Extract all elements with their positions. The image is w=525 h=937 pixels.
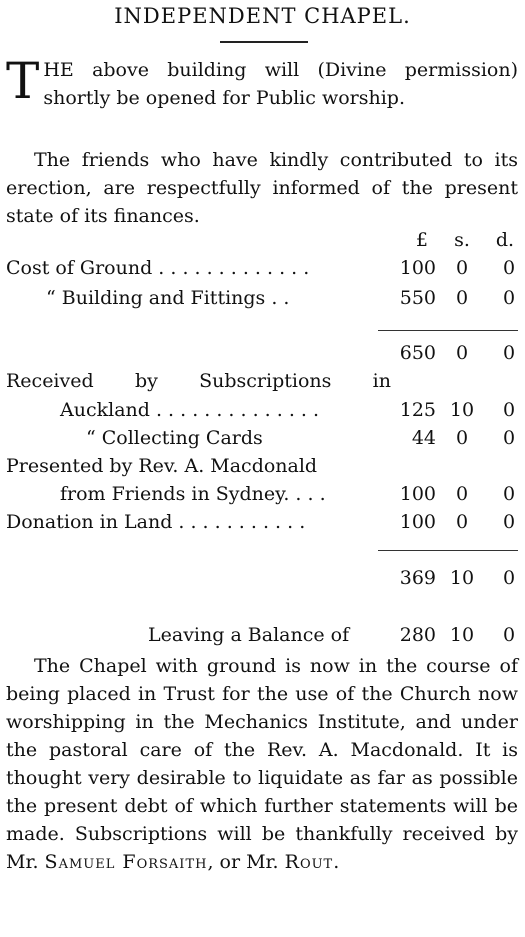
row-pence: 0	[502, 567, 516, 589]
ledger-row	[0, 257, 525, 285]
shillings-header: s.	[454, 229, 470, 251]
row-pence: 0	[502, 342, 516, 364]
row-pounds: 100	[399, 511, 436, 533]
closing-text: The Chapel with ground is now in the course of being placed in Trust for the use of the Church now worshipping in the Mechanics Institute, and under the pastoral care of the Rev. A. Macdonald. It is thought very desirable to liquidate as far as possible the present debt of which further statements will be made. Subscriptions will be thankfully received by Mr.	[6, 655, 518, 873]
intro-paragraph	[6, 52, 518, 112]
row-label: from Friends in Sydney. . . .	[60, 483, 326, 505]
row-label: Leaving a Balance of	[148, 624, 350, 646]
row-pounds: 369	[399, 567, 436, 589]
ledger-row	[0, 370, 525, 398]
row-label: “ Building and Fittings . .	[46, 287, 290, 309]
subtotal-row	[0, 342, 525, 370]
row-pence: 0	[502, 427, 516, 449]
row-shillings: 10	[449, 624, 475, 646]
pence-header: d.	[495, 229, 515, 251]
row-label: Cost of Ground . . . . . . . . . . . . .	[6, 257, 310, 279]
row-pounds: 44	[411, 427, 436, 449]
column-header-row	[0, 229, 525, 257]
trustee-name-2: Rout	[284, 851, 334, 873]
row-shillings: 0	[455, 511, 469, 533]
row-pence: 0	[502, 399, 516, 421]
total-rule	[378, 550, 518, 551]
ledger-row	[0, 455, 525, 483]
notice-title: INDEPENDENT CHAPEL.	[114, 4, 411, 28]
title-rule	[220, 41, 308, 43]
total-row	[0, 567, 525, 595]
row-pence: 0	[502, 624, 516, 646]
closing-end: .	[333, 851, 340, 873]
row-pounds: 100	[399, 257, 436, 279]
drop-cap: T	[6, 52, 40, 110]
closing-mid: , or Mr.	[207, 851, 279, 873]
row-pounds: 125	[399, 399, 436, 421]
row-shillings: 0	[455, 257, 469, 279]
row-pounds: 280	[399, 624, 436, 646]
balance-row	[0, 624, 525, 652]
row-shillings: 0	[455, 483, 469, 505]
row-pence: 0	[502, 257, 516, 279]
subtotal-rule	[378, 330, 518, 331]
row-pounds: 650	[399, 342, 436, 364]
row-label: Auckland . . . . . . . . . . . . . .	[60, 399, 320, 421]
closing-paragraph	[6, 652, 518, 876]
pounds-header: £	[415, 229, 428, 251]
ledger-row	[0, 427, 525, 455]
trustee-name-1: Samuel Forsaith	[44, 851, 208, 873]
row-pounds: 550	[399, 287, 436, 309]
row-label: Received by Subscriptions in	[6, 370, 391, 392]
row-shillings: 0	[455, 287, 469, 309]
row-pence: 0	[502, 287, 516, 309]
row-shillings: 0	[455, 342, 469, 364]
row-label: Presented by Rev. A. Macdonald	[6, 455, 318, 477]
row-label: Donation in Land . . . . . . . . . . .	[6, 511, 306, 533]
row-shillings: 10	[449, 567, 475, 589]
row-pence: 0	[502, 511, 516, 533]
intro-text: HE above building will (Divine permission) shortly be opened for Public worship.	[43, 59, 518, 109]
row-pence: 0	[502, 483, 516, 505]
ledger-row	[0, 511, 525, 539]
ledger-row	[0, 287, 525, 315]
row-label: “ Collecting Cards	[86, 427, 263, 449]
row-pounds: 100	[399, 483, 436, 505]
row-shillings: 0	[455, 427, 469, 449]
ledger-row	[0, 483, 525, 511]
row-shillings: 10	[449, 399, 475, 421]
ledger-row	[0, 399, 525, 427]
friends-paragraph: The friends who have kindly contributed to its erection, are respectfully informed of the present state of its finances.	[6, 149, 518, 227]
